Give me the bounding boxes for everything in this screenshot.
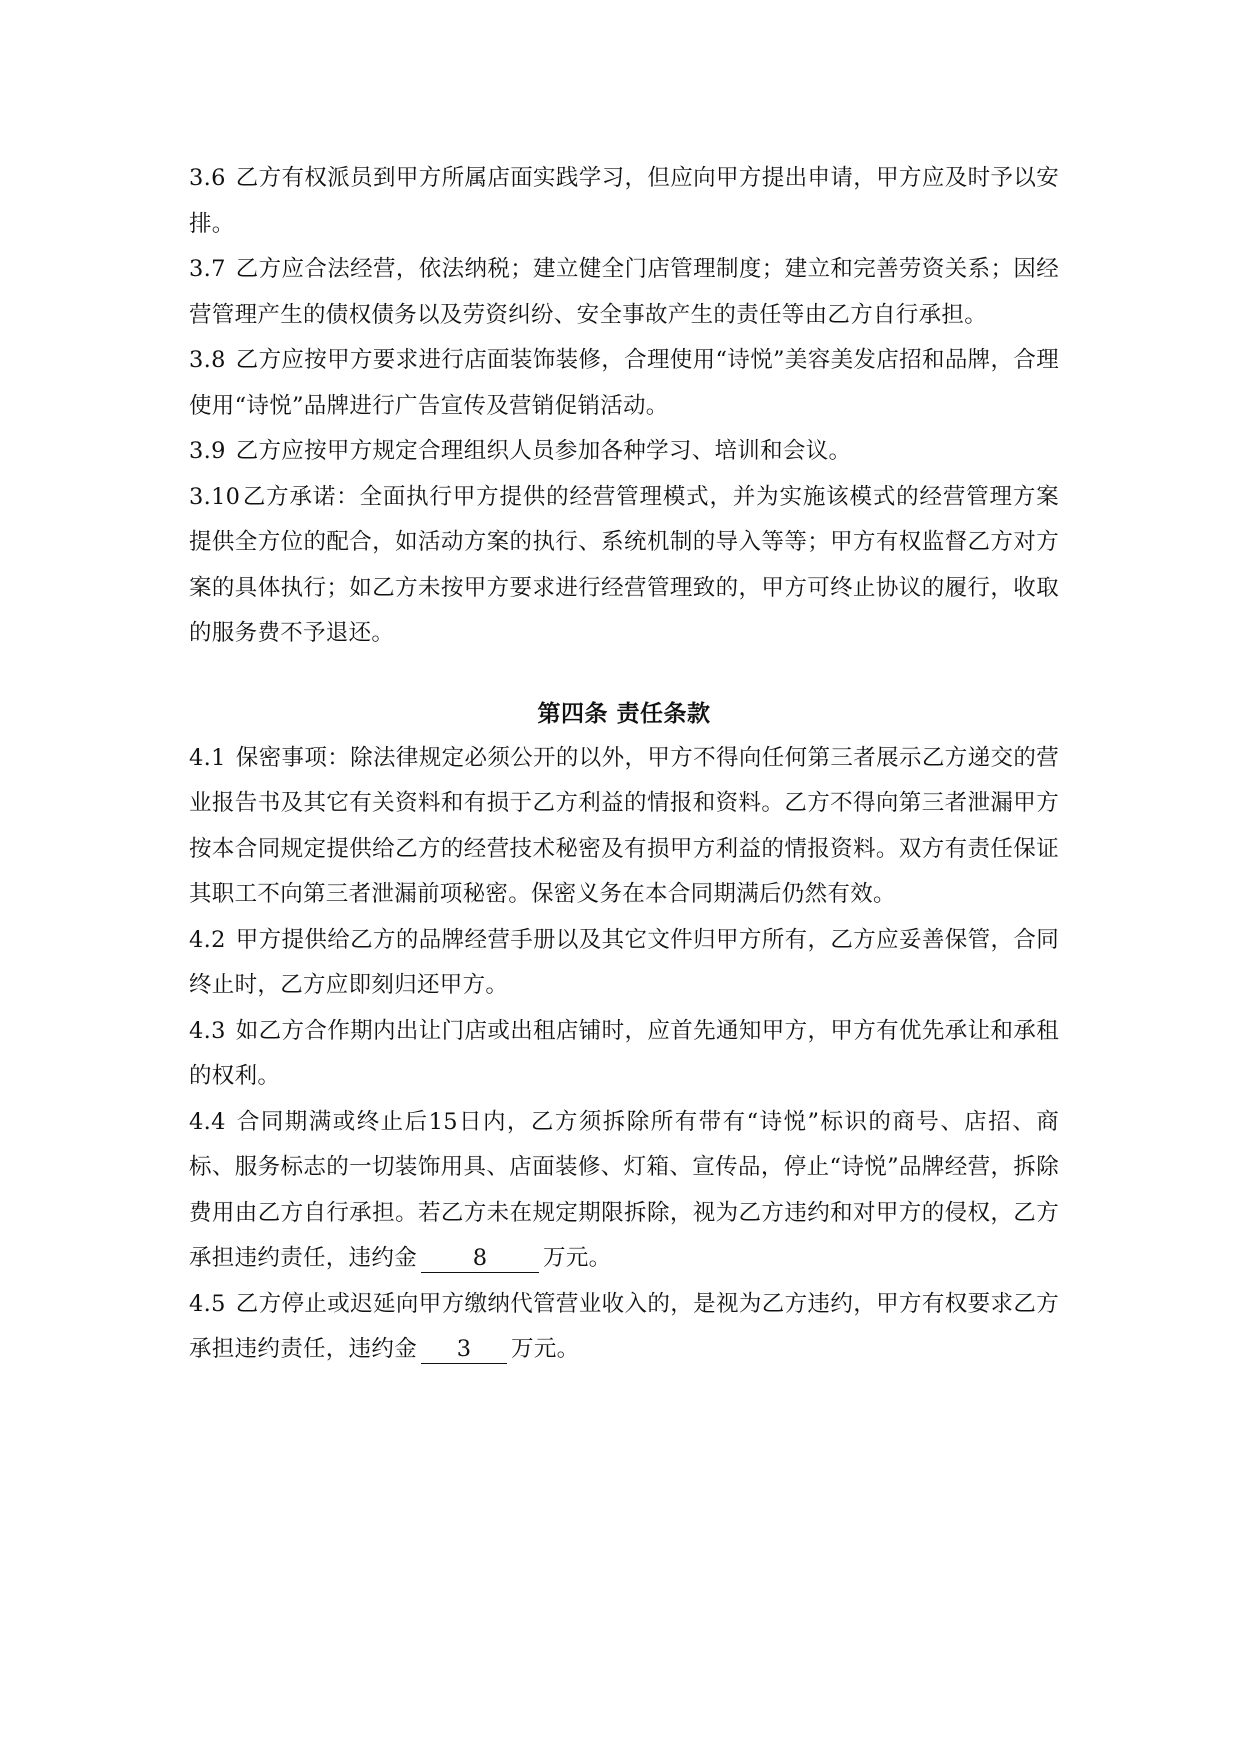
clause-number: 4.5 — [189, 1290, 226, 1317]
clause-number: 4.4 — [189, 1108, 226, 1135]
clause-text: 乙方停止或迟延向甲方缴纳代管营业收入的，是视为乙方违约，甲方有权要求乙方承担违约责任，违约金 — [189, 1290, 1059, 1362]
clause-text-unit: 万元。 — [511, 1336, 580, 1362]
clause-3-9 — [189, 429, 1059, 475]
clause-text: 乙方应合法经营，依法纳税；建立健全门店管理制度；建立和完善劳资关系；因经营管理产生的债权债务以及劳资纠纷、安全事故产生的责任等由乙方自行承担。 — [189, 256, 1059, 328]
clause-4-1 — [189, 736, 1059, 918]
clause-text: 甲方提供给乙方的品牌经营手册以及其它文件归甲方所有，乙方应妥善保管，合同终止时，乙方应即刻归还甲方。 — [189, 926, 1059, 998]
document-page — [189, 156, 1059, 1373]
clause-text: 乙方应按甲方规定合理组织人员参加各种学习、培训和会议。 — [235, 438, 852, 464]
clause-text: 乙方应按甲方要求进行店面装饰装修，合理使用“诗悦”美容美发店招和品牌，合理使用“诗悦”品牌进行广告宣传及营销促销活动。 — [189, 347, 1059, 419]
clause-4-2 — [189, 918, 1059, 1009]
clause-number: 3.7 — [189, 256, 226, 282]
clause-number: 3.6 — [189, 165, 226, 191]
clause-number: 3.9 — [189, 438, 226, 464]
penalty-amount-blank: 8 — [421, 1244, 539, 1273]
clause-3-8 — [189, 338, 1059, 429]
clause-3-10 — [189, 475, 1059, 657]
clause-text: 乙方承诺：全面执行甲方提供的经营管理模式，并为实施该模式的经营管理方案提供全方位的配合，如活动方案的执行、系统机制的导入等等；甲方有权监督乙方对方案的具体执行；如乙方未按甲方要求进行经营管理致的，甲方可终止协议的履行，收取的服务费不予退还。 — [189, 483, 1059, 646]
clause-4-4 — [189, 1100, 1059, 1282]
clause-number: 3.10 — [189, 483, 241, 510]
clause-3-6 — [189, 156, 1059, 247]
clause-text-unit: 万元。 — [543, 1245, 612, 1271]
penalty-amount-blank: 3 — [421, 1335, 507, 1364]
clause-number: 4.2 — [189, 926, 226, 953]
clause-number: 4.1 — [189, 744, 226, 771]
section-gap — [189, 657, 1059, 691]
clause-3-7 — [189, 247, 1059, 338]
clause-4-3 — [189, 1009, 1059, 1100]
section-4-title: 第四条 责任条款 — [537, 699, 711, 727]
clause-text: 乙方有权派员到甲方所属店面实践学习，但应向甲方提出申请，甲方应及时予以安排。 — [189, 165, 1059, 237]
clause-number: 3.8 — [189, 347, 226, 373]
clause-4-5 — [189, 1282, 1059, 1373]
clause-number: 4.3 — [189, 1017, 226, 1044]
clause-text: 保密事项：除法律规定必须公开的以外，甲方不得向任何第三者展示乙方递交的营业报告书及其它有关资料和有损于乙方利益的情报和资料。乙方不得向第三者泄漏甲方按本合同规定提供给乙方的经营技术秘密及有损甲方利益的情报资料。双方有责任保证其职工不向第三者泄漏前项秘密。保密义务在本合同期满后仍然有效。 — [189, 744, 1059, 907]
clause-text: 如乙方合作期内出让门店或出租店铺时，应首先通知甲方，甲方有优先承让和承租的权利。 — [189, 1017, 1059, 1089]
clause-text: 合同期满或终止后15日内，乙方须拆除所有带有“诗悦”标识的商号、店招、商标、服务标志的一切装饰用具、店面装修、灯箱、宣传品，停止“诗悦”品牌经营，拆除费用由乙方自行承担。若乙方未在规定期限拆除，视为乙方违约和对甲方的侵权，乙方承担违约责任，违约金 — [189, 1108, 1059, 1271]
